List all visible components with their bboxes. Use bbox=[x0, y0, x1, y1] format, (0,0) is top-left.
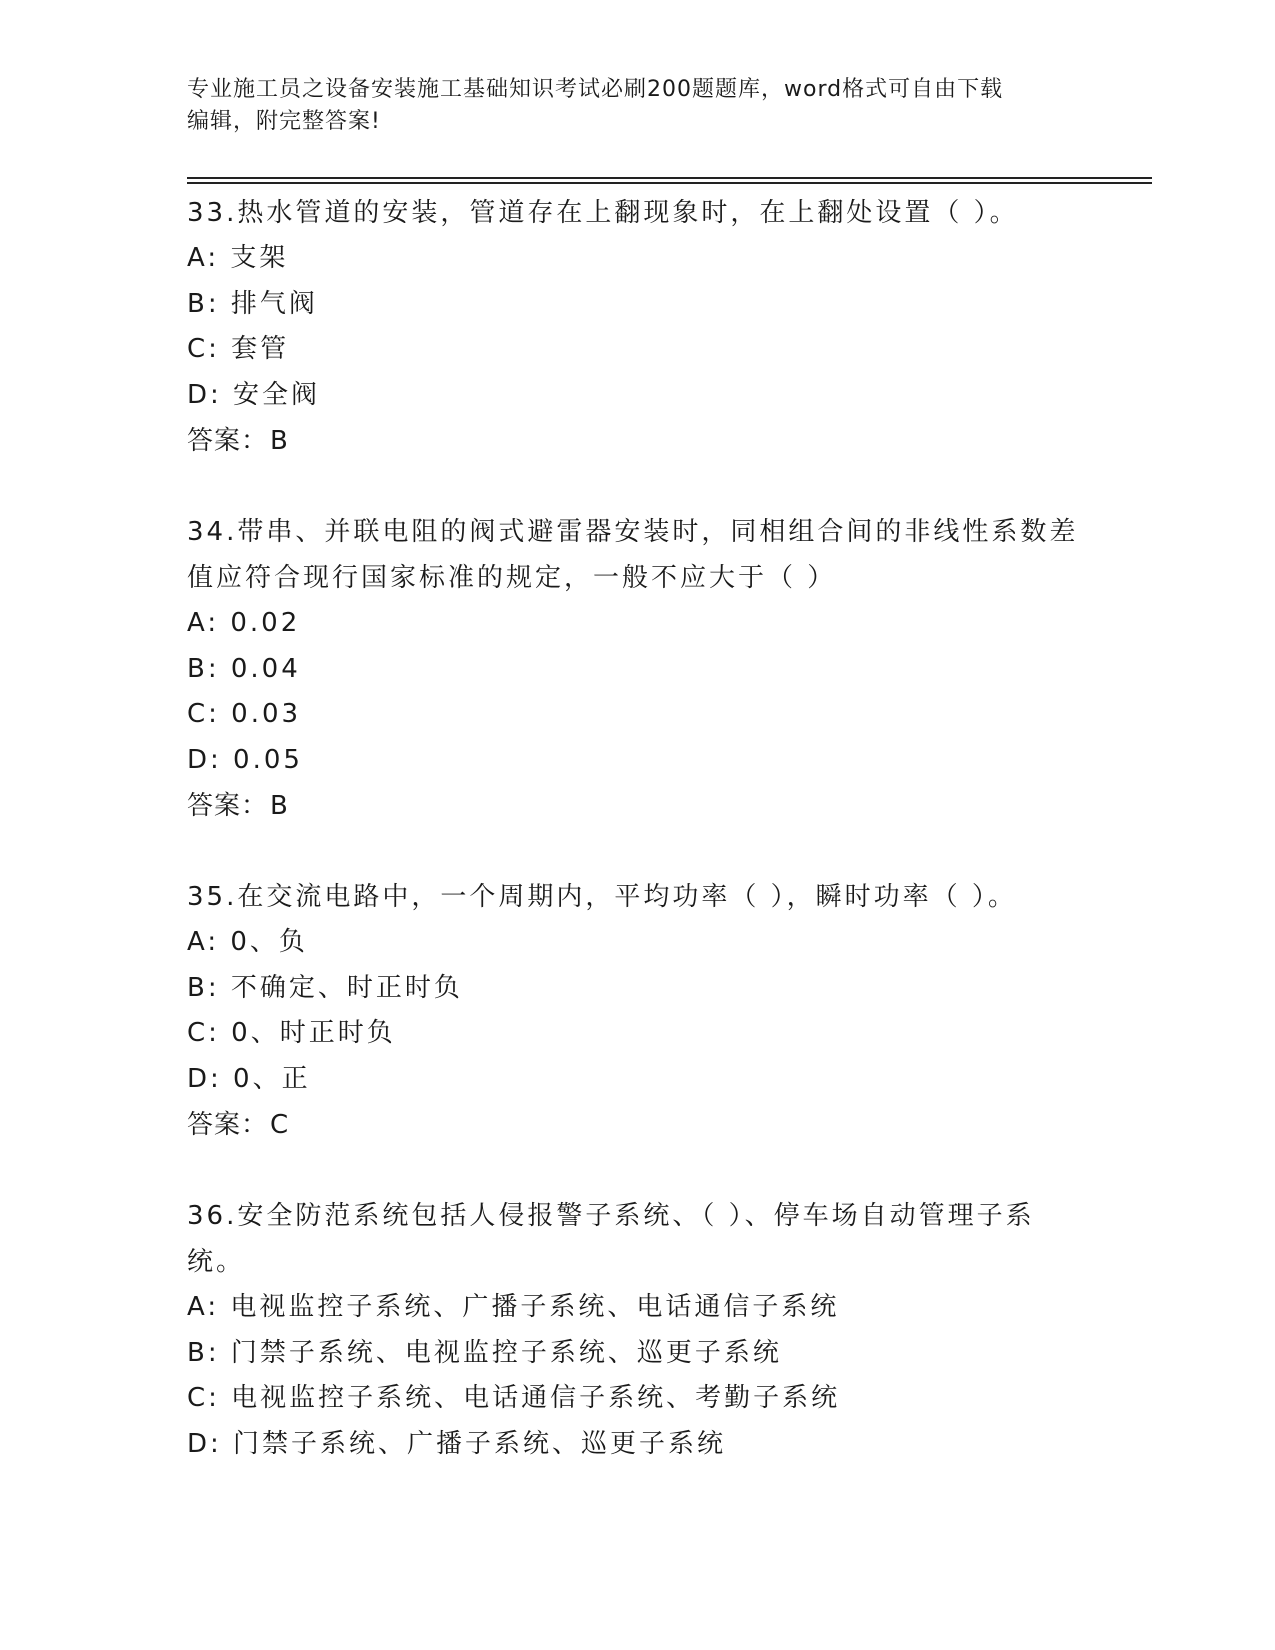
answer-line bbox=[187, 783, 1087, 829]
question-36 bbox=[187, 1193, 1087, 1467]
answer-value: B bbox=[270, 791, 289, 821]
option-a: A: 电视监控子系统、广播子系统、电话通信子系统 bbox=[187, 1292, 840, 1322]
header-line-2: 编辑，附完整答案! bbox=[187, 109, 381, 134]
option-b: B: 门禁子系统、电视监控子系统、巡更子系统 bbox=[187, 1337, 782, 1368]
option-c: C: 电视监控子系统、电话通信子系统、考勤子系统 bbox=[187, 1383, 841, 1413]
option-a: A: 支架 bbox=[187, 243, 289, 273]
answer-label: 答案： bbox=[187, 426, 269, 456]
option-d: D: 0.05 bbox=[187, 744, 303, 775]
question-stem-continued: 值应符合现行国家标准的规定，一般不应大于（ ） bbox=[187, 563, 837, 593]
option-c: C: 套管 bbox=[187, 334, 290, 364]
option-a: A: 0、负 bbox=[187, 927, 308, 957]
answer-label: 答案： bbox=[187, 1110, 269, 1140]
header-divider-bottom bbox=[187, 182, 1152, 184]
answer-value: B bbox=[270, 426, 289, 456]
question-34 bbox=[187, 509, 1087, 829]
option-c: C: 0.03 bbox=[187, 699, 302, 729]
question-stem-continued: 统。 bbox=[187, 1247, 246, 1277]
document-header bbox=[187, 74, 1087, 138]
answer-line bbox=[187, 1102, 1087, 1148]
answer-value: C bbox=[270, 1110, 290, 1140]
question-stem: 33.热水管道的安装，管道存在上翻现象时，在上翻处设置（ ）。 bbox=[187, 198, 1019, 228]
option-b: B: 不确定、时正时负 bbox=[187, 972, 463, 1003]
answer-line bbox=[187, 418, 1087, 464]
answer-label: 答案： bbox=[187, 791, 269, 821]
option-b: B: 排气阀 bbox=[187, 288, 318, 319]
question-35 bbox=[187, 874, 1087, 1148]
option-b: B: 0.04 bbox=[187, 653, 301, 684]
header-line-1: 专业施工员之设备安装施工基础知识考试必刷200题题库，word格式可自由下载 bbox=[187, 77, 1004, 102]
header-divider-top bbox=[187, 177, 1152, 179]
question-stem: 35.在交流电路中，一个周期内，平均功率（ ），瞬时功率（ ）。 bbox=[187, 882, 1017, 912]
question-33 bbox=[187, 190, 1087, 464]
option-d: D: 0、正 bbox=[187, 1063, 311, 1094]
option-c: C: 0、时正时负 bbox=[187, 1018, 396, 1048]
question-list bbox=[187, 190, 1087, 1512]
option-d: D: 安全阀 bbox=[187, 379, 321, 410]
option-a: A: 0.02 bbox=[187, 608, 301, 638]
option-d: D: 门禁子系统、广播子系统、巡更子系统 bbox=[187, 1428, 727, 1459]
question-stem: 36.安全防范系统包括人侵报警子系统、（ ）、停车场自动管理子系 bbox=[187, 1201, 1035, 1231]
question-stem: 34.带串、并联电阻的阀式避雷器安装时，同相组合间的非线性系数差 bbox=[187, 517, 1079, 547]
